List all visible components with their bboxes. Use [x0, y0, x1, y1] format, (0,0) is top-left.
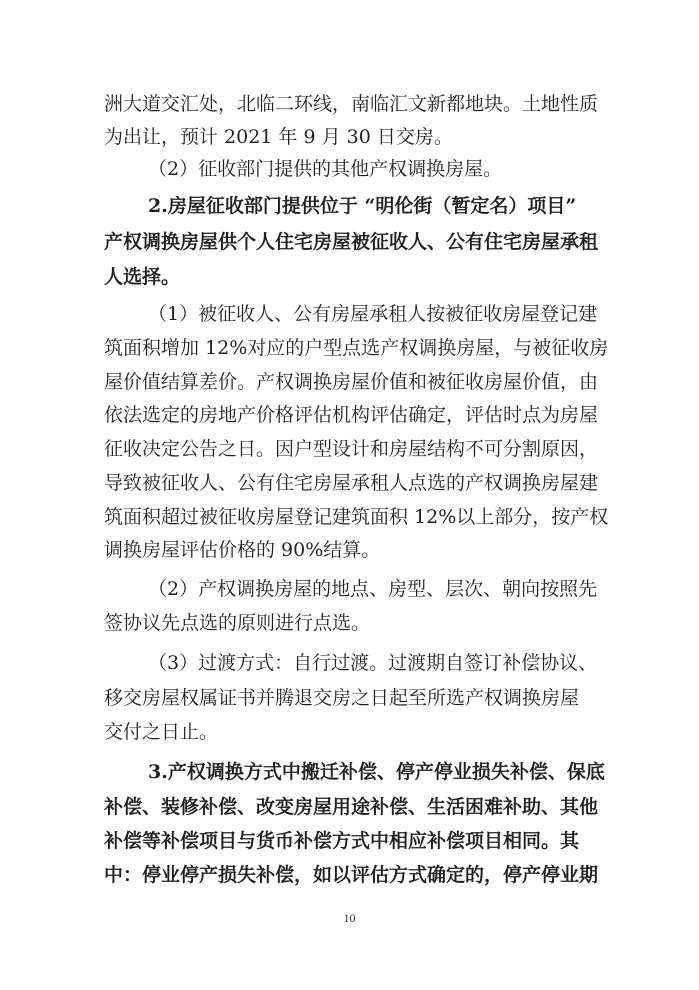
body-line-12: 导致被征收人、公有住宅房屋承租人点选的产权调换房屋建 [104, 472, 599, 494]
body-line-13: 筑面积超过被征收房屋登记建筑面积 12%以上部分，按产权 [104, 506, 609, 528]
body-line-7: （1）被征收人、公有房屋承租人按被征收房屋登记建 [148, 303, 598, 325]
body-line-14: 调换房屋评估价格的 90%结算。 [104, 539, 381, 561]
body-line-9: 屋价值结算差价。产权调换房屋价值和被征收房屋价值，由 [104, 371, 599, 393]
body-line-10: 依法选定的房地产价格评估机构评估确定，评估时点为房屋 [104, 404, 599, 426]
body-line-18: 移交房屋权属证书并腾退交房之日起至所选产权调换房屋 [104, 687, 580, 709]
section-heading-3-cont-3: 中：停业停产损失补偿，如以评估方式确定的，停产停业期 [104, 864, 599, 886]
section-heading-2-cont-2: 人选择。 [104, 266, 181, 288]
body-line-3: （2）征收部门提供的其他产权调换房屋。 [148, 158, 503, 180]
body-line-8: 筑面积增加 12%对应的户型点选产权调换房屋，与被征收房 [104, 337, 609, 359]
section-heading-3-cont-2: 补偿等补偿项目与货币补偿方式中相应补偿项目相同。其 [104, 830, 580, 852]
body-line-19: 交付之日止。 [104, 721, 219, 743]
body-line-17: （3）过渡方式：自行过渡。过渡期自签订补偿协议、 [148, 652, 598, 674]
section-heading-2-cont-1: 产权调换房屋供个人住宅房屋被征收人、公有住宅房屋承租 [104, 231, 599, 253]
section-heading-3: 3.产权调换方式中搬迁补偿、停产停业损失补偿、保底 [148, 761, 605, 783]
body-line-16: 签协议先点选的原则进行点选。 [104, 612, 371, 634]
body-line-2: 为出让，预计 2021 年 9 月 30 日交房。 [104, 126, 453, 148]
section-heading-2: 2.房屋征收部门提供位于 “明伦街（暂定名）项目” [148, 195, 577, 217]
page-number: 10 [343, 911, 356, 925]
body-line-1: 洲大道交汇处，北临二环线，南临汇文新都地块。土地性质 [104, 93, 599, 115]
body-line-15: （2）产权调换房屋的地点、房型、层次、朝向按照先 [148, 578, 598, 600]
section-heading-3-cont-1: 补偿、装修补偿、改变房屋用途补偿、生活困难补助、其他 [104, 796, 599, 818]
body-line-11: 征收决定公告之日。因户型设计和房屋结构不可分割原因， [104, 438, 599, 460]
